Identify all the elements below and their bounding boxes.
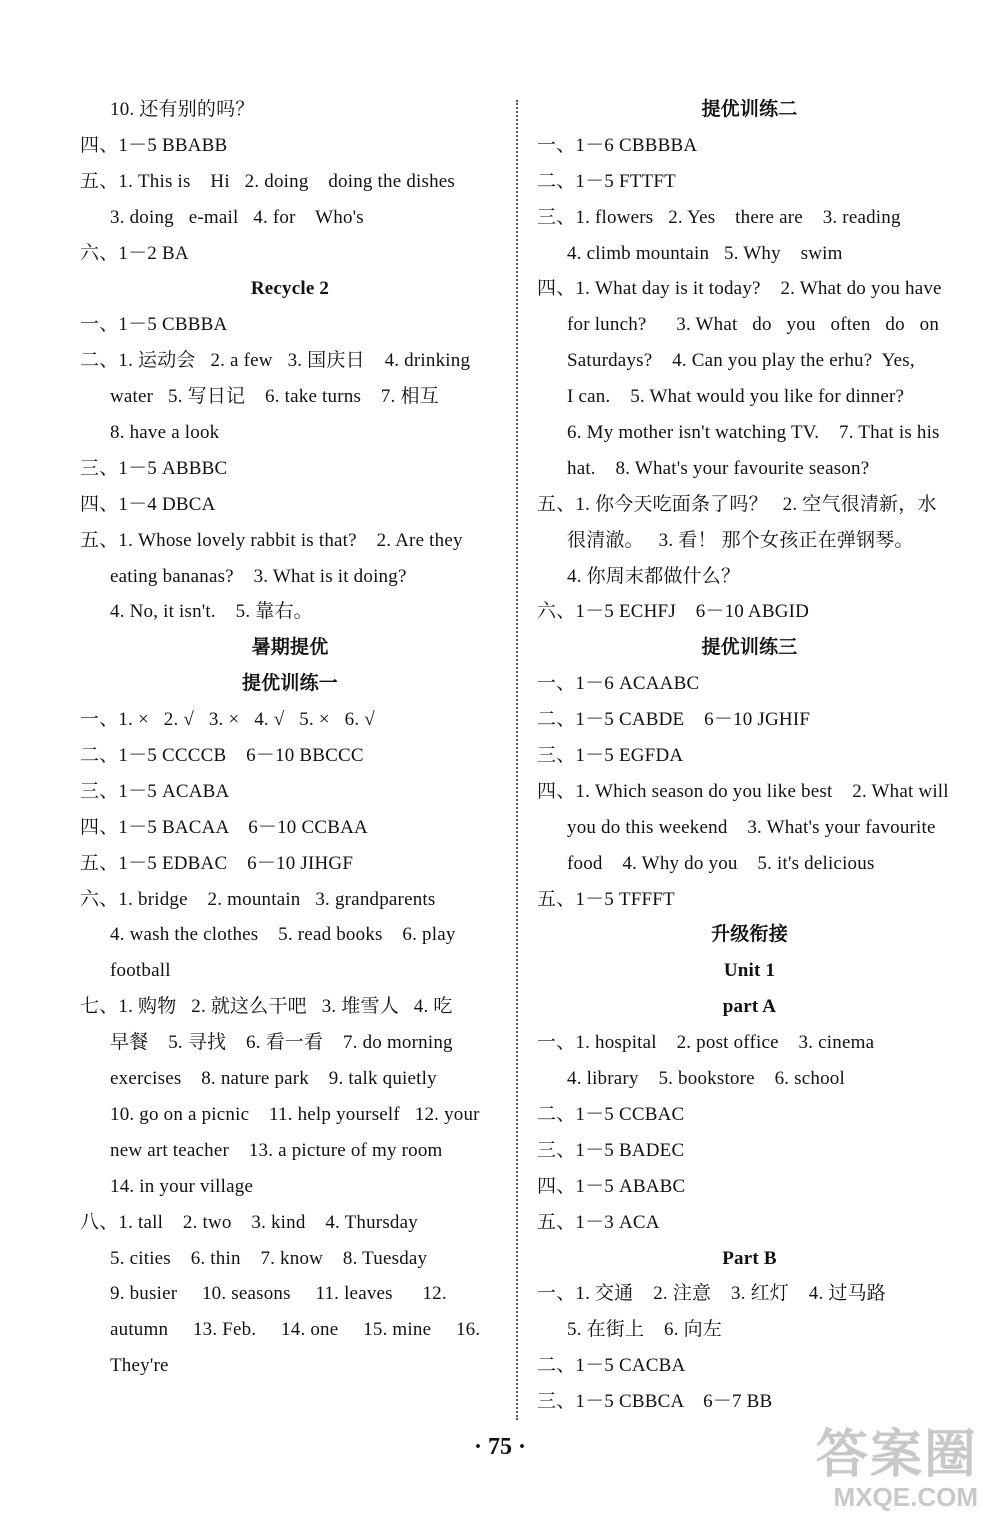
watermark-logo — [816, 1427, 978, 1511]
section-heading: part A — [722, 996, 777, 1018]
answer-line: 四、1－5 BACAA 6－10 CCBAA — [80, 816, 368, 838]
answer-line: 八、1. tall 2. two 3. kind 4. Thursday — [80, 1211, 418, 1233]
watermark-logo-text: 答案圈 — [815, 1426, 978, 1484]
answer-line: hat. 8. What's your favourite season? — [567, 457, 870, 479]
answer-line: 4. No, it isn't. 5. 靠右。 — [110, 601, 313, 623]
answer-line: 4. library 5. bookstore 6. school — [567, 1068, 845, 1090]
section-heading: 提优训练一 — [241, 673, 338, 695]
section-heading: 暑期提优 — [251, 637, 329, 659]
answer-line: football — [110, 960, 171, 982]
section-heading: 升级衔接 — [711, 924, 788, 946]
answer-line: new art teacher 13. a picture of my room — [110, 1139, 443, 1161]
answer-line: 4. climb mountain 5. Why swim — [567, 242, 843, 264]
answer-line: 四、1. What day is it today? 2. What do you have — [537, 278, 942, 300]
answer-line: 6. My mother isn't watching TV. 7. That is his — [567, 422, 940, 444]
answer-line: 三、1－5 BADEC — [537, 1139, 685, 1161]
answer-line: 六、1. bridge 2. mountain 3. grandparents — [80, 888, 436, 910]
answer-line: 三、1－5 ACABA — [80, 780, 230, 802]
answer-line: 很清澈。 3. 看！ 那个女孩正在弹钢琴。 — [567, 529, 914, 551]
section-heading: Part B — [722, 1247, 777, 1269]
answer-line: 六、1－2 BA — [80, 242, 189, 264]
section-heading: 提优训练三 — [701, 637, 798, 659]
answer-line: 一、1－5 CBBBA — [80, 314, 228, 336]
answer-line: 5. 在街上 6. 向左 — [567, 1319, 723, 1341]
answer-line: for lunch? 3. What do you often do on — [567, 314, 940, 336]
answer-line: 5. cities 6. thin 7. know 8. Tuesday — [110, 1247, 428, 1269]
answer-line: 五、1－5 EDBAC 6－10 JIHGF — [80, 852, 354, 874]
answer-line: 五、1. Whose lovely rabbit is that? 2. Are they — [80, 529, 463, 551]
answer-line: 四、1－5 BBABB — [80, 134, 228, 156]
answer-line: 三、1－5 CBBCA 6－7 BB — [537, 1391, 773, 1413]
section-heading: Unit 1 — [723, 960, 776, 982]
answer-line: you do this weekend 3. What's your favourite — [567, 816, 936, 838]
answer-line: 二、1. 运动会 2. a few 3. 国庆日 4. drinking — [80, 350, 471, 372]
answer-line: 五、1－3 ACA — [537, 1211, 660, 1233]
left-column — [80, 92, 500, 1384]
answer-line: 三、1. flowers 2. Yes there are 3. reading — [537, 206, 901, 228]
answer-line: 8. have a look — [110, 422, 220, 444]
answer-line: 4. 你周末都做什么？ — [567, 565, 741, 587]
answer-line: Saturdays? 4. Can you play the erhu? Yes, — [567, 350, 915, 372]
answer-line: 四、1－5 ABABC — [537, 1175, 686, 1197]
answer-line: I can. 5. What would you like for dinner? — [567, 386, 905, 408]
answer-line: 三、1－5 EGFDA — [537, 745, 684, 767]
answer-line: water 5. 写日记 6. take turns 7. 相互 — [110, 386, 439, 408]
answer-line: exercises 8. nature park 9. talk quietly — [110, 1068, 437, 1090]
answer-line: 14. in your village — [110, 1175, 254, 1197]
watermark-url: MXQE.COM — [833, 1482, 978, 1512]
answer-line: 三、1－5 ABBBC — [80, 457, 228, 479]
answer-line: 3. doing e-mail 4. for Who's — [110, 206, 364, 228]
section-heading: Recycle 2 — [250, 278, 330, 300]
page-number: · 75 · — [473, 1434, 526, 1460]
answer-line: 10. 还有别的吗？ — [110, 99, 255, 120]
answer-line: 一、1. hospital 2. post office 3. cinema — [537, 1032, 875, 1054]
answer-line: 二、1－5 CACBA — [537, 1355, 686, 1377]
answer-line: 五、1－5 TFFFT — [537, 888, 675, 910]
answer-line: 五、1. 你今天吃面条了吗？ 2. 空气很清新，水 — [537, 493, 937, 515]
answer-line: food 4. Why do you 5. it's delicious — [567, 852, 875, 874]
answer-line: 四、1. Which season do you like best 2. What will — [537, 780, 949, 802]
answer-line: 二、1－5 FTTFT — [537, 170, 676, 192]
answer-line: 四、1－4 DBCA — [80, 493, 216, 515]
answer-line: 9. busier 10. seasons 11. leaves 12. — [110, 1283, 447, 1305]
section-heading: 提优训练二 — [701, 99, 798, 120]
answer-line: 一、1. × 2. √ 3. × 4. √ 5. × 6. √ — [80, 709, 375, 731]
right-column — [537, 92, 962, 1420]
answer-line: They're — [110, 1355, 169, 1377]
answer-line: 早餐 5. 寻找 6. 看一看 7. do morning — [110, 1032, 453, 1054]
answer-line: 七、1. 购物 2. 就这么干吧 3. 堆雪人 4. 吃 — [80, 996, 453, 1018]
answer-line: 一、1. 交通 2. 注意 3. 红灯 4. 过马路 — [537, 1283, 887, 1305]
column-divider — [516, 100, 518, 1420]
answer-line: 二、1－5 CABDE 6－10 JGHIF — [537, 709, 811, 731]
answer-line: 六、1－5 ECHFJ 6－10 ABGID — [537, 601, 810, 623]
answer-line: autumn 13. Feb. 14. one 15. mine 16. — [110, 1319, 481, 1341]
answer-line: 10. go on a picnic 11. help yourself 12. your — [110, 1103, 480, 1125]
answer-line: 一、1－6 ACAABC — [537, 673, 700, 695]
answer-line: 一、1－6 CBBBBA — [537, 134, 698, 156]
answer-line: eating bananas? 3. What is it doing? — [110, 565, 407, 587]
answer-line: 二、1－5 CCBAC — [537, 1103, 685, 1125]
answer-line: 4. wash the clothes 5. read books 6. play — [110, 924, 456, 946]
answer-line: 二、1－5 CCCCB 6－10 BBCCC — [80, 745, 364, 767]
answer-line: 五、1. This is Hi 2. doing doing the dishes — [80, 170, 456, 192]
